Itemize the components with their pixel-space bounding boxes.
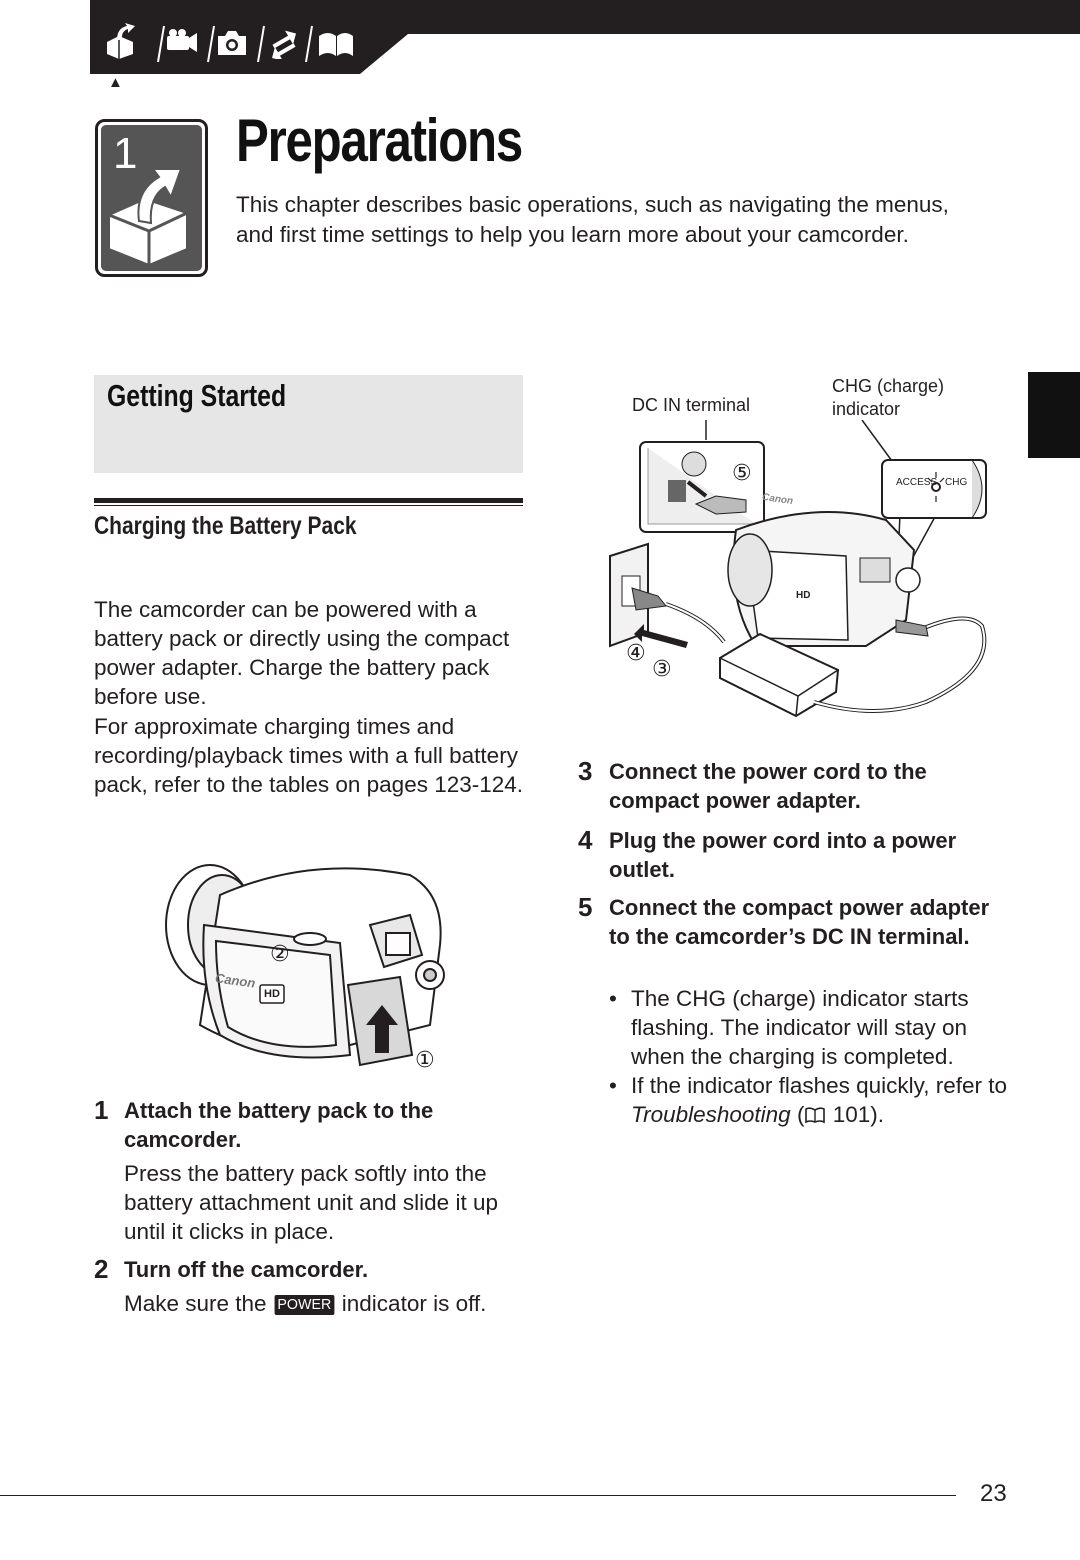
power-indicator-key: POWER [274,1295,334,1315]
step-2-text-before: Make sure the [124,1291,267,1316]
footer-rule [0,1495,956,1496]
chg-indicator-label-line2: indicator [832,399,901,419]
book-icon[interactable] [316,28,356,58]
step-4-title: Plug the power cord into a power outlet. [609,828,957,882]
callout-1: ① [415,1047,435,1072]
ref-open: ( [796,1102,805,1127]
troubleshooting-link[interactable]: Troubleshooting [631,1102,791,1127]
section-title: Getting Started [107,378,287,413]
chapter-title: Preparations [236,107,523,174]
canon-logo-2: Canon [761,491,794,508]
step-5-bullet-2 [609,1071,1009,1129]
chg-small-label: CHG [945,477,968,488]
subsection-title: Charging the Battery Pack [94,512,357,540]
step-5-title: Connect the compact power adapter to the camcorder’s DC IN terminal. [609,895,990,949]
camera-icon[interactable] [215,28,249,58]
ref-page-number[interactable]: 101 [832,1102,871,1127]
step-1-number: 1 [94,1095,109,1125]
bullet-dot: • [609,1073,617,1098]
step-2-text [124,1289,544,1318]
step-1-text: Press the battery pack softly into the battery attachment unit and slide it up until it clicks in place. [124,1161,498,1244]
bullet-1-text: The CHG (charge) indicator starts flashing. The indicator will stay on when the charging is completed. [631,986,969,1069]
dc-in-terminal-label: DC IN terminal [632,395,751,415]
step-4-number: 4 [578,825,593,855]
divider-rule [94,498,523,503]
step-3-title: Connect the power cord to the compact power adapter. [609,759,927,813]
chg-indicator-label-line1: CHG (charge) [832,376,945,396]
battery-attach-illustration [160,855,460,1085]
bullet-dot: • [609,986,617,1011]
charging-times-paragraph: For approximate charging times and recording/playback times with a full battery pack, refer to the tables on pages 123-124. [94,714,524,797]
callout-5: ⑤ [732,460,752,485]
hd-badge: HD [264,988,280,1000]
chapter-badge [95,119,208,277]
callout-2: ② [270,941,290,966]
step-2-number: 2 [94,1254,109,1284]
callout-3: ③ [652,656,672,681]
transfer-icon[interactable] [266,27,300,59]
intro-paragraph: The camcorder can be powered with a battery pack or directly using the compact power adapter. Charge the battery pack before use. [94,597,510,709]
step-2-title: Turn off the camcorder. [124,1257,369,1282]
step-2-text-after: indicator is off. [341,1291,487,1316]
divider-rule-thin [94,505,523,506]
access-label: ACCESS [896,477,938,488]
chapter-intro: This chapter describes basic operations, such as navigating the menus, and first time settings to help you learn more about your camcorder. [236,192,949,247]
hd-badge-2: HD [796,590,811,601]
current-section-marker: ▲ [108,74,123,91]
callout-4: ④ [626,640,646,665]
preparations-icon[interactable] [103,22,137,60]
ref-close: ). [870,1102,885,1127]
bullet-2-before: If the indicator flashes quickly, refer to [631,1073,1008,1098]
bullet-2-text [631,1071,1009,1129]
step-5-number: 5 [578,892,593,922]
page-number: 23 [980,1480,1007,1507]
step-3-number: 3 [578,756,593,786]
step-1-title: Attach the battery pack to the camcorder. [124,1098,434,1152]
header-nav-bar [0,0,1080,78]
canon-logo: Canon [214,970,257,991]
step-5-bullet-1 [609,984,1009,1071]
video-camera-icon[interactable] [163,26,199,58]
chapter-side-tab [1028,372,1080,458]
chapter-number: 1 [113,129,138,178]
charging-setup-illustration [596,420,996,730]
page-ref-book-icon [804,1106,826,1124]
